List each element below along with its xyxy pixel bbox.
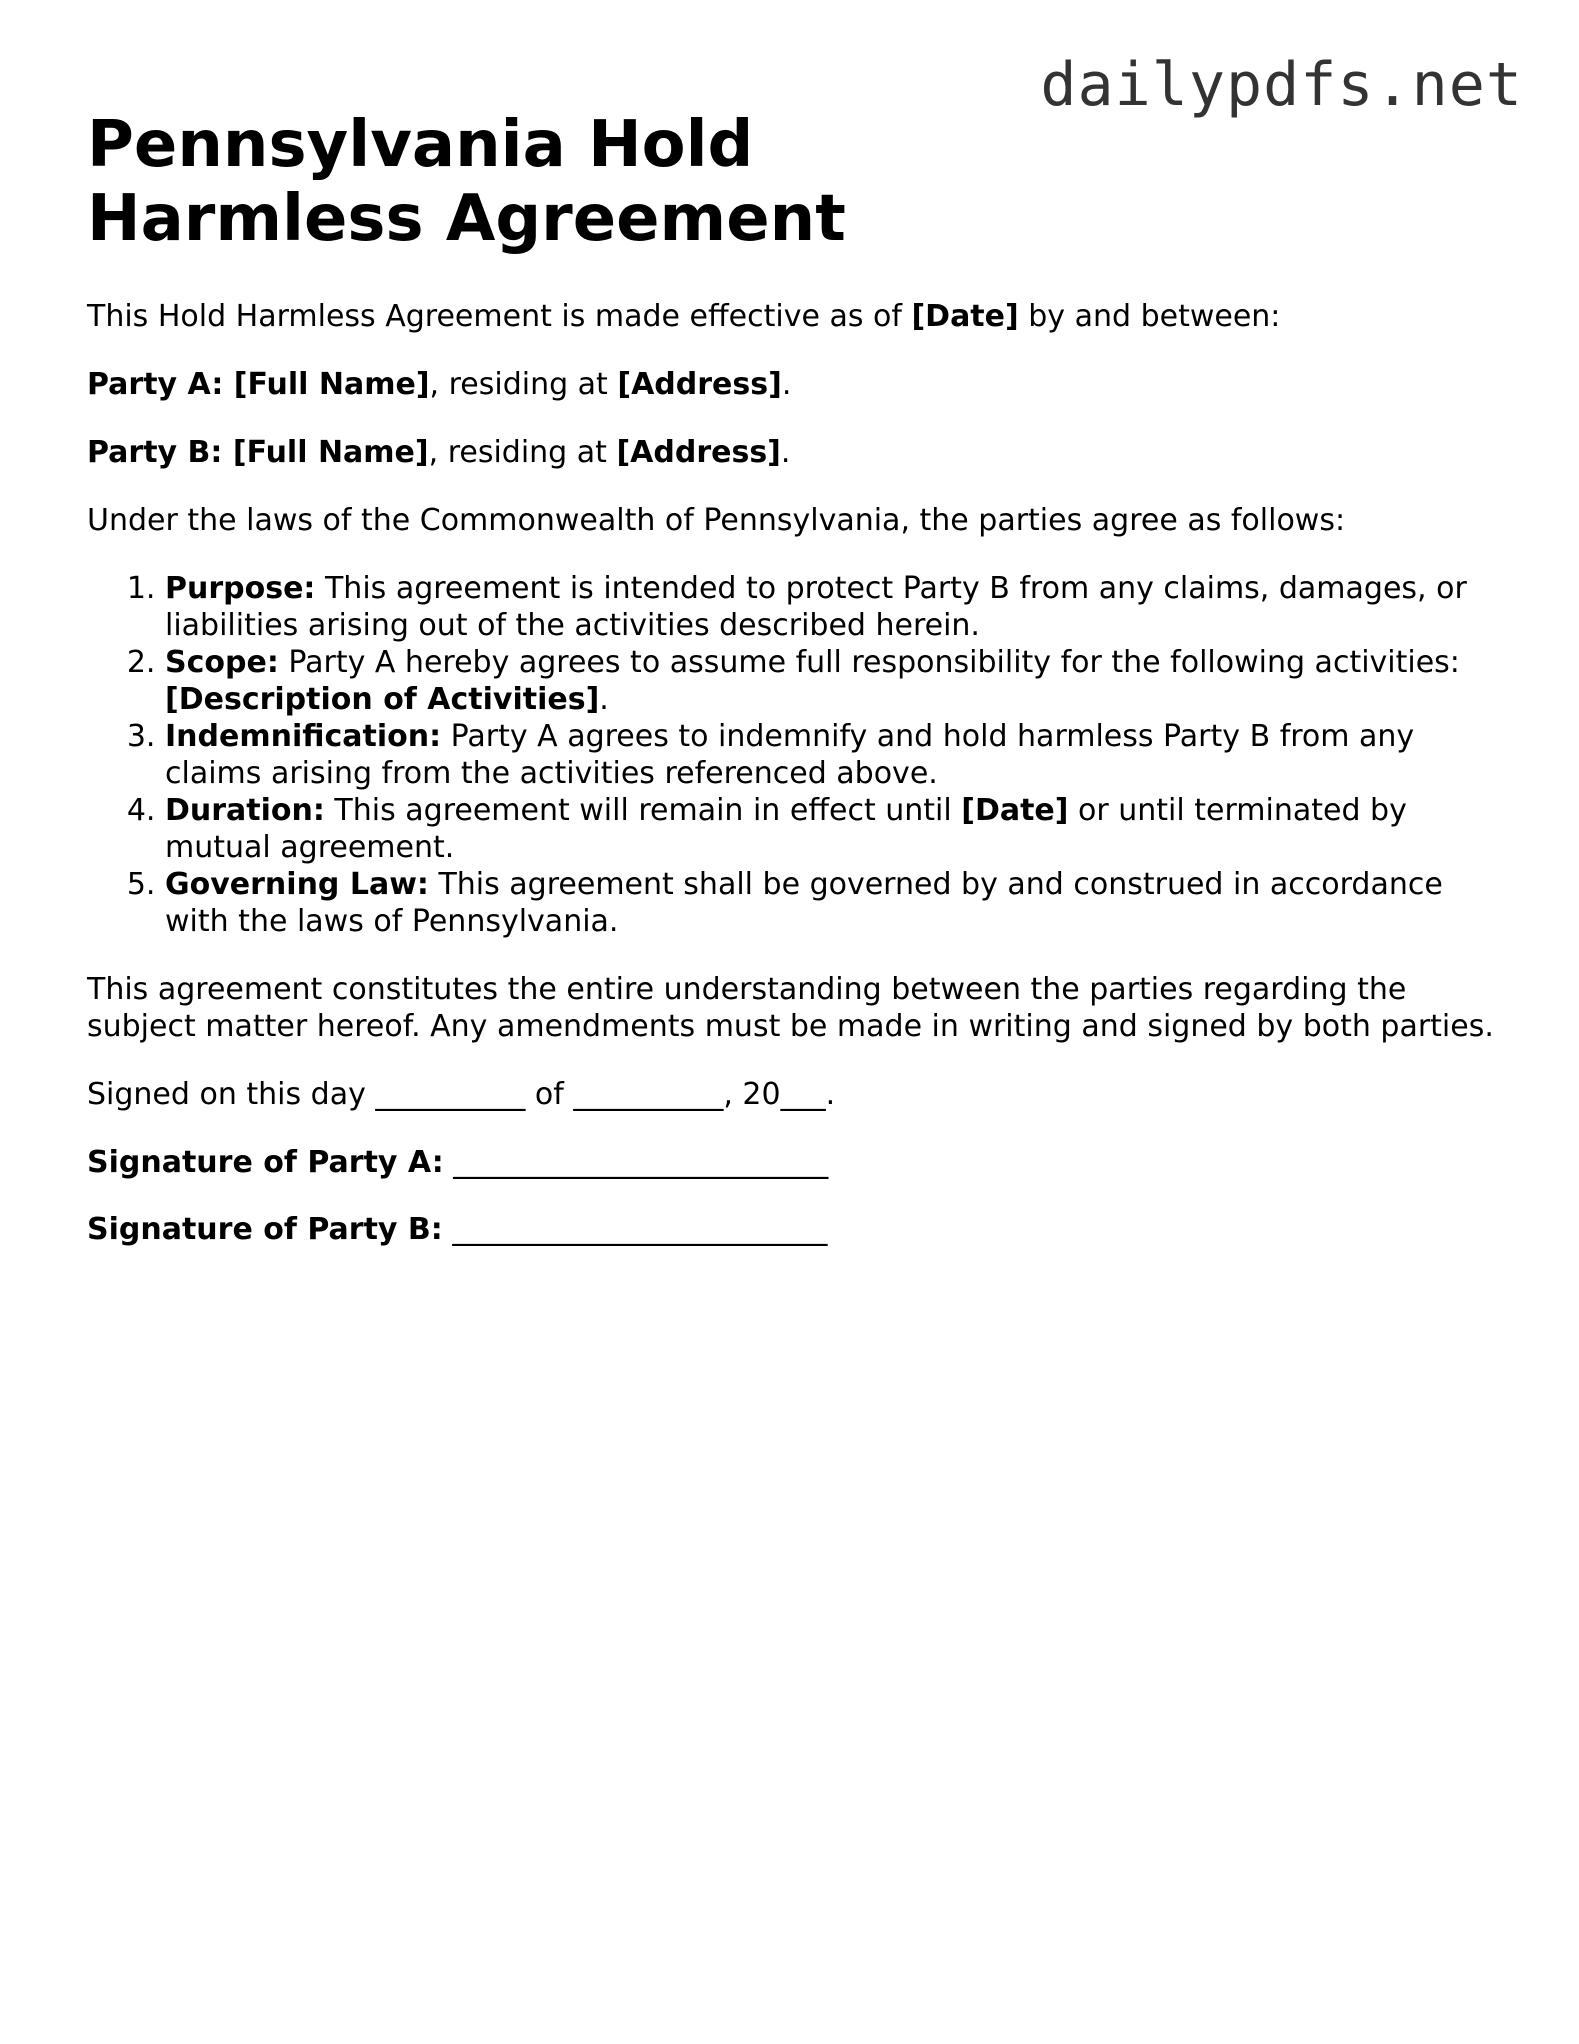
signature-party-b-blank: _________________________ (442, 1212, 828, 1247)
term-text: Party A hereby agrees to assume full responsibility for the following activities: (278, 645, 1460, 680)
term-purpose (165, 570, 1507, 644)
term-text: This agreement shall be governed by and construed in accordance with the laws of Pennsylvania. (165, 867, 1443, 939)
signature-party-a-blank: _________________________ (443, 1145, 829, 1180)
term-duration (165, 792, 1507, 866)
term-text-end: or until terminated by mutual agreement. (165, 793, 1407, 865)
term-label: Purpose: (165, 571, 316, 606)
party-a-residing: , residing at (429, 367, 618, 402)
signature-party-a-label: Signature of Party A: (87, 1145, 444, 1180)
end-date-placeholder: [Date] (961, 793, 1069, 828)
activities-placeholder: [Description of Activities] (165, 682, 600, 717)
entire-agreement-paragraph: This agreement constitutes the entire understanding between the parties regarding the subject matter hereof. Any amendments must be made in writing and signed by both parties. (87, 972, 1494, 1044)
term-text-end: . (599, 682, 609, 717)
party-a-label: Party A: [Full Name] (87, 367, 430, 402)
term-text: This agreement is intended to protect Party B from any claims, damages, or liabilities arising out of the activities described herein. (165, 571, 1467, 643)
document-title: Pennsylvania Hold Harmless Agreement (87, 108, 846, 256)
intro-paragraph (87, 298, 1507, 335)
term-label: Indemnification: (165, 719, 442, 754)
document-page (87, 108, 1507, 1278)
party-b-period: . (780, 435, 791, 470)
effective-date-placeholder: [Date] (911, 299, 1019, 334)
term-label: Scope: (165, 645, 279, 680)
term-text: Party A agrees to indemnify and hold harmless Party B from any claims arising from the activities referenced above. (165, 719, 1415, 791)
watermark-logo: dailypdfs.net (1040, 50, 1523, 120)
party-b-line (87, 434, 1507, 471)
party-b-label: Party B: [Full Name] (87, 435, 429, 470)
party-a-line (87, 366, 1507, 403)
signed-on-line: Signed on this day __________ of __________, 20___. (87, 1077, 836, 1112)
party-a-period: . (781, 367, 792, 402)
signature-party-a (87, 1144, 1507, 1181)
terms-list (87, 570, 1507, 940)
party-b-address: [Address] (616, 435, 781, 470)
party-a-address: [Address] (617, 367, 782, 402)
term-label: Governing Law: (165, 867, 429, 902)
signature-party-b-label: Signature of Party B: (87, 1212, 443, 1247)
intro-text: This Hold Harmless Agreement is made effective as of (87, 299, 912, 334)
party-b-residing: , residing at (428, 435, 617, 470)
term-text: This agreement will remain in effect until (324, 793, 962, 828)
term-label: Duration: (165, 793, 325, 828)
term-scope (165, 644, 1507, 718)
term-indemnification (165, 718, 1507, 792)
signature-party-b (87, 1211, 1507, 1248)
intro-text-end: by and between: (1018, 299, 1281, 334)
term-governing-law (165, 866, 1507, 940)
laws-intro: Under the laws of the Commonwealth of Pennsylvania, the parties agree as follows: (87, 503, 1346, 538)
